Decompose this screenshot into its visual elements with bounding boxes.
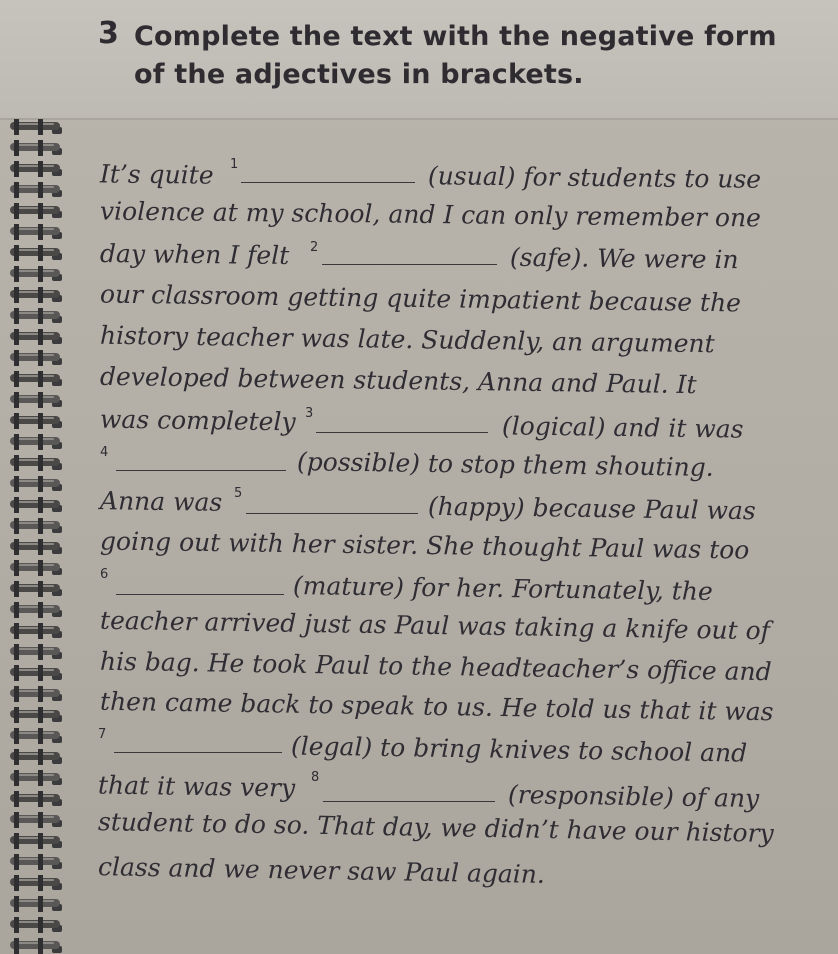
text-line-13: his bag. He took Paul to the headteacher’s office and bbox=[99, 646, 772, 687]
text-line-11b: (mature) for her. Fortunately, the bbox=[292, 571, 713, 606]
text-line-10: going out with her sister. She thought Paul was too bbox=[99, 526, 750, 565]
text-line-3b: (safe). We were in bbox=[509, 242, 739, 275]
text-line-15b: (legal) to bring knives to school and bbox=[290, 731, 748, 768]
gap-number-3: 3 bbox=[305, 406, 314, 421]
text-line-8b: (possible) to stop them shouting. bbox=[296, 447, 714, 482]
text-line-5: history teacher was late. Suddenly, an argument bbox=[99, 320, 715, 359]
text-line-12: teacher arrived just as Paul was taking a knife out of bbox=[99, 605, 771, 646]
gap-2-blank[interactable] bbox=[322, 264, 497, 265]
gap-number-1: 1 bbox=[230, 157, 239, 172]
text-line-9b: (happy) because Paul was bbox=[427, 491, 756, 526]
text-line-1b: (usual) for students to use bbox=[427, 161, 762, 194]
gap-number-4: 4 bbox=[100, 445, 109, 460]
gap-number-5: 5 bbox=[234, 486, 243, 501]
gap-4-blank[interactable] bbox=[116, 470, 286, 471]
gap-number-2: 2 bbox=[310, 240, 319, 255]
text-line-4: our classroom getting quite impatient because the bbox=[99, 279, 742, 318]
text-line-3a: day when I felt bbox=[99, 239, 290, 270]
gap-number-7: 7 bbox=[98, 727, 107, 742]
text-line-2: violence at my school, and I can only remember one bbox=[99, 196, 762, 233]
gap-number-6: 6 bbox=[100, 567, 109, 582]
text-line-7a: was completely bbox=[99, 404, 296, 437]
gap-6-blank[interactable] bbox=[116, 594, 284, 595]
text-line-16b: (responsible) of any bbox=[507, 780, 760, 813]
exercise-instruction: Complete the text with the negative form of the adjectives in brackets. bbox=[134, 21, 777, 90]
gap-1-blank[interactable] bbox=[241, 182, 415, 183]
text-line-6: developed between students, Anna and Paul. It bbox=[99, 361, 697, 400]
gap-3-blank[interactable] bbox=[316, 432, 488, 433]
text-line-1a: It’s quite bbox=[99, 159, 214, 190]
gap-7-blank[interactable] bbox=[114, 752, 282, 753]
text-line-7b: (logical) and it was bbox=[501, 411, 744, 444]
gap-8-blank[interactable] bbox=[323, 801, 495, 802]
text-line-17: student to do so. That day, we didn’t have our history bbox=[97, 807, 774, 848]
exercise-number: 3 bbox=[98, 16, 119, 51]
text-line-9a: Anna was bbox=[99, 486, 223, 517]
text-line-14: then came back to speak to us. He told us that it was bbox=[99, 686, 774, 727]
text-line-18: class and we never saw Paul again. bbox=[97, 852, 546, 889]
text-line-16a: that it was very bbox=[97, 770, 296, 803]
gap-number-8: 8 bbox=[311, 770, 320, 785]
gap-5-blank[interactable] bbox=[246, 513, 418, 514]
